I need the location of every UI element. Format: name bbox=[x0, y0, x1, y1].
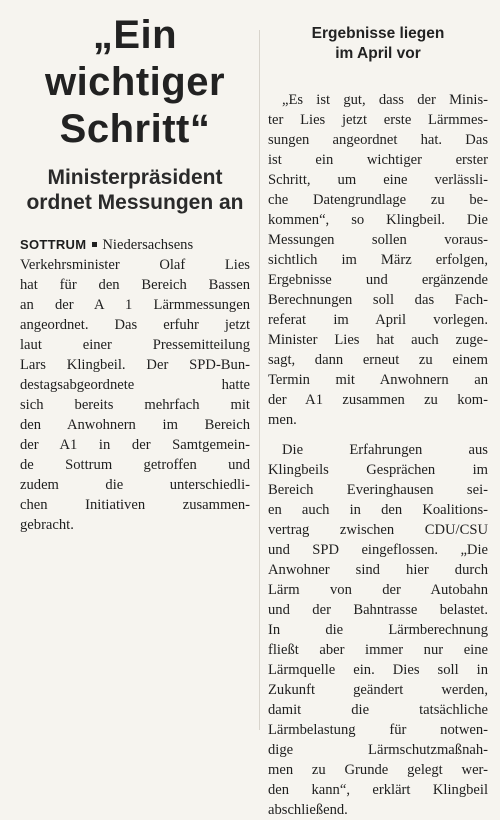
body-line: hat für den Bereich Bassen bbox=[20, 277, 250, 293]
body-line: destagsabgeordnete hatte bbox=[20, 377, 250, 393]
body-line: vertrag zwischen CDU/CSU bbox=[268, 522, 488, 538]
body-line: sagt, dann erneut zu einem bbox=[268, 352, 488, 368]
sidebar-body bbox=[268, 90, 488, 820]
body-line: Schritt, um eine verlässli- bbox=[268, 172, 488, 188]
sidebar-heading-line: Ergebnisse liegen bbox=[311, 25, 445, 42]
body-line: angeordnet. Das erfuhr jetzt bbox=[20, 317, 250, 333]
body-line: en auch in den Koalitions- bbox=[268, 502, 488, 518]
body-line: referat im April vorlegen. bbox=[268, 312, 488, 328]
body-line: und SPD eingeflossen. „Die bbox=[268, 542, 488, 558]
body-line: ist ein wichtiger erster bbox=[268, 152, 488, 168]
body-line: abschließend. bbox=[268, 802, 348, 818]
body-line: den Anwohnern im Bereich bbox=[20, 417, 250, 433]
body-line: Anwohner sind hier durch bbox=[268, 562, 488, 578]
body-line: fließt aber immer nur eine bbox=[268, 642, 488, 658]
body-line: sungen angeordnet hat. Das bbox=[268, 132, 488, 148]
article-body bbox=[20, 235, 250, 535]
article-first-line bbox=[20, 235, 250, 255]
body-line: Die Erfahrungen aus bbox=[282, 442, 488, 458]
body-line: In die Lärmberechnung bbox=[268, 622, 488, 638]
body-line: men zu Grunde gelegt wer- bbox=[268, 762, 488, 778]
body-line: der A1 in der Samtgemein- bbox=[20, 437, 250, 453]
body-line: Zukunft geändert werden, bbox=[268, 682, 488, 698]
body-line: sichtlich im März erfolgen, bbox=[268, 252, 488, 268]
body-line: laut einer Pressemitteilung bbox=[20, 337, 250, 353]
body-line: Niedersachsens bbox=[102, 237, 194, 253]
body-line: Messungen sollen voraus- bbox=[268, 232, 488, 248]
body-line: men. bbox=[268, 412, 297, 428]
subheadline-line: ordnet Messungen an bbox=[26, 191, 244, 214]
body-line: Klingbeils Gesprächen im bbox=[268, 462, 488, 478]
body-line: den kann“, erklärt Klingbeil bbox=[268, 782, 488, 798]
body-line: gebracht. bbox=[20, 517, 74, 533]
body-line: che Datengrundlage zu be- bbox=[268, 192, 488, 208]
body-line: Lärm von der Autobahn bbox=[268, 582, 488, 598]
sidebar-heading bbox=[268, 24, 488, 64]
body-line: Lärmquelle ein. Dies soll in bbox=[268, 662, 488, 678]
body-line: Bereich Everinghausen sei- bbox=[268, 482, 488, 498]
sidebar-paragraph-1 bbox=[268, 90, 488, 430]
column-divider bbox=[259, 30, 260, 730]
body-line: Lärmbelastung für notwen- bbox=[268, 722, 488, 738]
headline-line: „Ein bbox=[92, 13, 178, 57]
body-line: an der A 1 Lärmmessungen bbox=[20, 297, 250, 313]
body-line: ter Lies jetzt erste Lärmmes- bbox=[268, 112, 488, 128]
body-line: „Es ist gut, dass der Minis- bbox=[282, 92, 488, 108]
body-line: damit die tatsächliche bbox=[268, 702, 488, 718]
body-line: dige Lärmschutzmaßnah- bbox=[268, 742, 488, 758]
paragraph-gap bbox=[268, 430, 488, 440]
body-line: kommen“, so Klingbeil. Die bbox=[268, 212, 488, 228]
body-line: Ergebnisse und ergänzende bbox=[268, 272, 488, 288]
sidebar-heading-line: im April vor bbox=[335, 45, 421, 62]
body-line: Minister Lies hat auch zuge- bbox=[268, 332, 488, 348]
body-line: Berechnungen soll das Fach- bbox=[268, 292, 488, 308]
sidebar-article bbox=[268, 24, 488, 820]
headline bbox=[20, 12, 250, 153]
headline-line: wichtiger bbox=[44, 60, 226, 104]
body-line: und der Bahntrasse belastet. bbox=[268, 602, 488, 618]
body-line: Verkehrsminister Olaf Lies bbox=[20, 257, 250, 273]
body-line: chen Initiativen zusammen- bbox=[20, 497, 250, 513]
subheadline bbox=[20, 165, 250, 215]
main-article bbox=[20, 12, 250, 535]
body-line: zudem die unterschiedli- bbox=[20, 477, 250, 493]
sidebar-paragraph-2 bbox=[268, 440, 488, 820]
bullet-icon bbox=[92, 242, 97, 247]
body-line: de Sottrum getroffen und bbox=[20, 457, 250, 473]
body-line: Lars Klingbeil. Der SPD-Bun- bbox=[20, 357, 250, 373]
body-line: der A1 zusammen zu kom- bbox=[268, 392, 488, 408]
body-line: Termin mit Anwohnern an bbox=[268, 372, 488, 388]
dateline: SOTTRUM bbox=[20, 237, 87, 252]
headline-line: Schritt“ bbox=[59, 107, 211, 151]
body-line: sich bereits mehrfach mit bbox=[20, 397, 250, 413]
subheadline-line: Ministerpräsident bbox=[47, 166, 223, 189]
